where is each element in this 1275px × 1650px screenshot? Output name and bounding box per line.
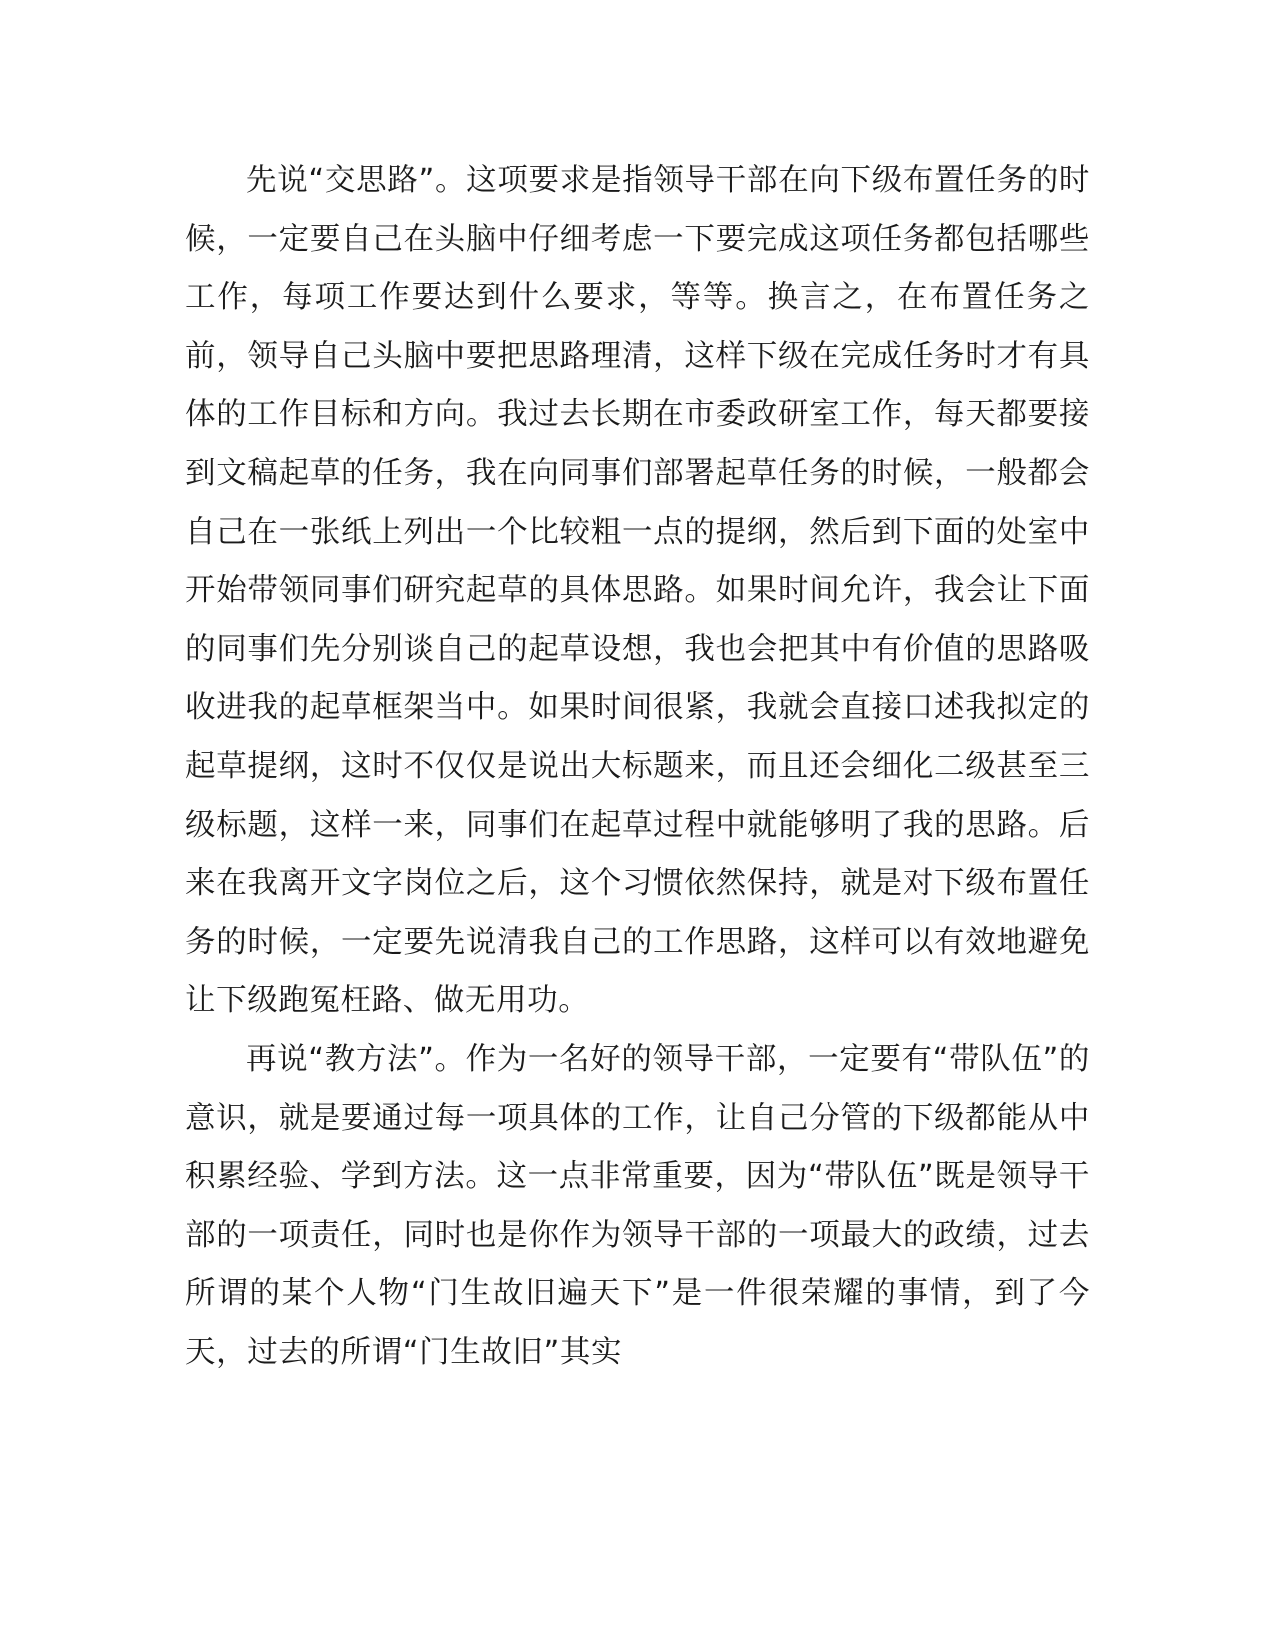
paragraph-jiao-fangfa: 再说“教方法”。作为一名好的领导干部，一定要有“带队伍”的意识，就是要通过每一项具体的工作，让自己分管的下级都能从中积累经验、学到方法。这一点非常重要，因为“带队伍”既是领导干部的一项责任，同时也是你作为领导干部的一项最大的政绩，过去所谓的某个人物“门生故旧遍天下”是一件很荣耀的事情，到了今天，过去的所谓“门生故旧”其实 [185, 1041, 1090, 1370]
document-body [185, 152, 1090, 1382]
paragraph-jiao-silu: 先说“交思路”。这项要求是指领导干部在向下级布置任务的时候，一定要自己在头脑中仔细考虑一下要完成这项任务都包括哪些工作，每项工作要达到什么要求，等等。换言之，在布置任务之前，领导自己头脑中要把思路理清，这样下级在完成任务时才有具体的工作目标和方向。我过去长期在市委政研室工作，每天都要接到文稿起草的任务，我在向同事们部署起草任务的时候，一般都会自己在一张纸上列出一个比较粗一点的提纲，然后到下面的处室中开始带领同事们研究起草的具体思路。如果时间允许，我会让下面的同事们先分别谈自己的起草设想，我也会把其中有价值的思路吸收进我的起草框架当中。如果时间很紧，我就会直接口述我拟定的起草提纲，这时不仅仅是说出大标题来，而且还会细化二级甚至三级标题，这样一来，同事们在起草过程中就能够明了我的思路。后来在我离开文字岗位之后，这个习惯依然保持，就是对下级布置任务的时候，一定要先说清我自己的工作思路，这样可以有效地避免让下级跑冤枉路、做无用功。 [185, 163, 1090, 1019]
